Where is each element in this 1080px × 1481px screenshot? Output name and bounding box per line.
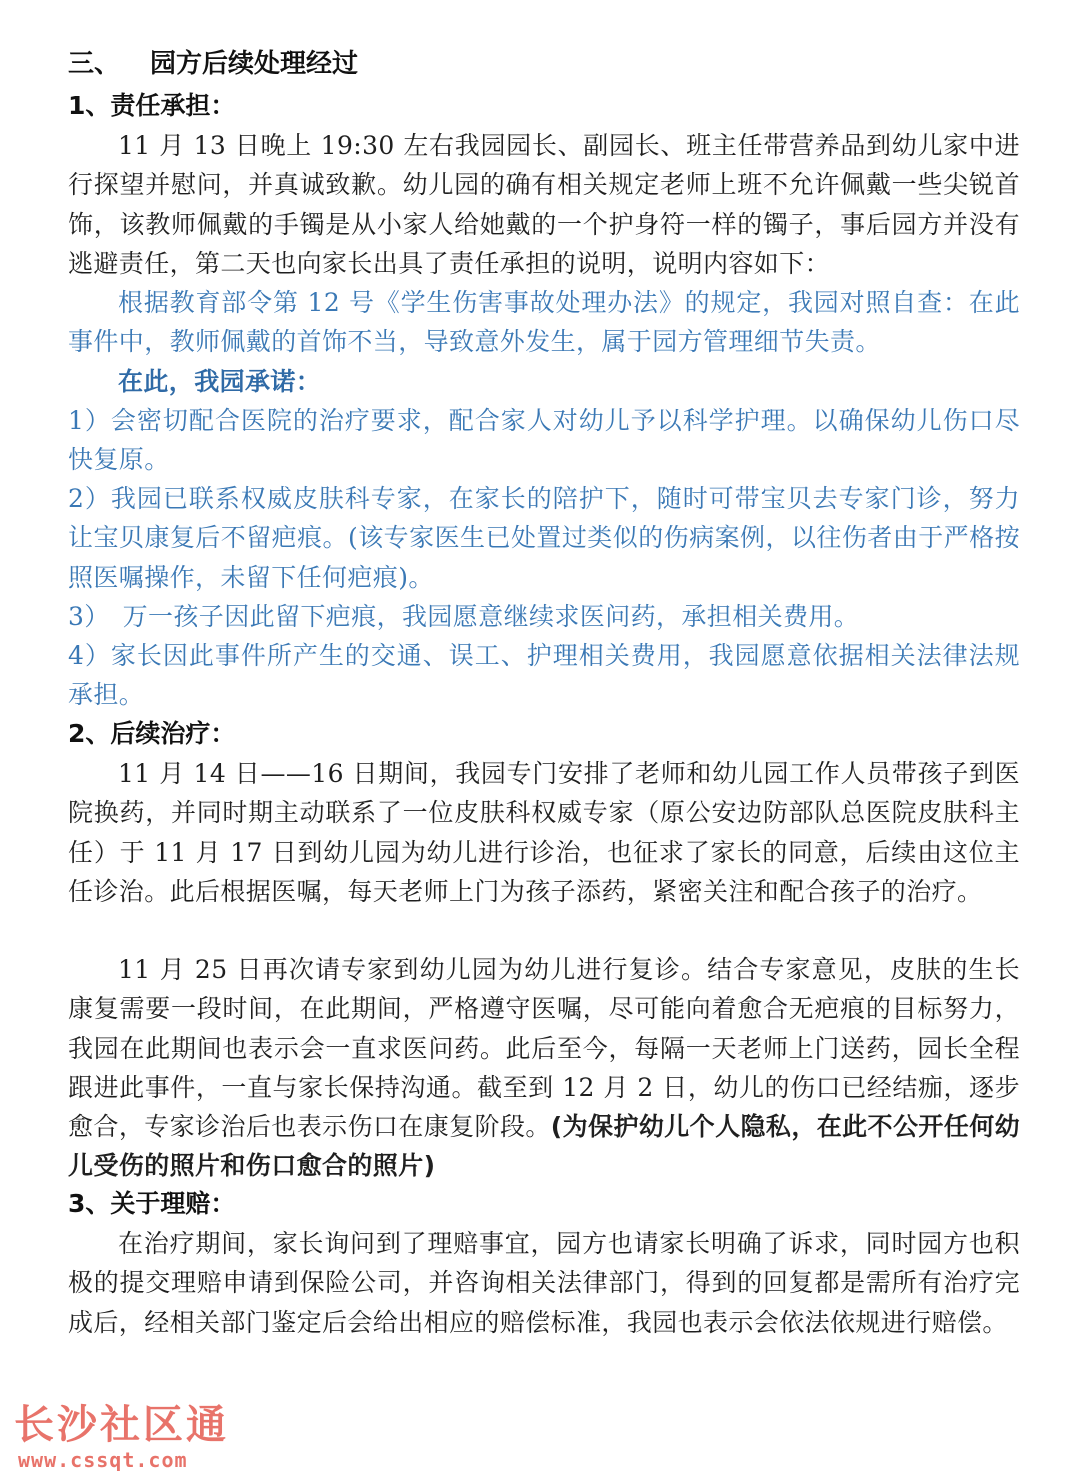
- promise-item-1: 1）会密切配合医院的治疗要求，配合家人对幼儿予以科学护理。以确保幼儿伤口尽快复原。: [68, 406, 1020, 475]
- paragraph-treatment-1: 11 月 14 日——16 日期间，我园专门安排了老师和幼儿园工作人员带孩子到医院换药，并同时期主动联系了一位皮肤科权威专家（原公安边防部队总医院皮肤科主任）于 11 月 17 日到幼儿园为幼儿进行诊治，也征求了家长的同意，后续由这位主任诊治。此后根据医嘱，每天老师上门为孩子添药，紧密关注和配合孩子的治疗。: [68, 759, 1020, 906]
- promise-item-4: 4）家长因此事件所产生的交通、误工、护理相关费用，我园愿意依据相关法律法规承担。: [68, 641, 1020, 710]
- promise-item-2: 2）我园已联系权威皮肤科专家，在家长的陪护下，随时可带宝贝去专家门诊，努力让宝贝康复后不留疤痕。(该专家医生已处置过类似的伤病案例，以往伤者由于严格按照医嘱操作，未留下任何疤痕)。: [68, 484, 1020, 592]
- paragraph-regulation: 根据教育部令第 12 号《学生伤害事故处理办法》的规定，我园对照自查：在此事件中，教师佩戴的首饰不当，导致意外发生，属于园方管理细节失责。: [68, 288, 1020, 357]
- paragraph-treatment-2: [68, 950, 1020, 1186]
- paragraph-claims: 在治疗期间，家长询问到了理赔事宜，园方也请家长明确了诉求，同时园方也积极的提交理赔申请到保险公司，并咨询相关法律部门，得到的回复都是需所有治疗完成后，经相关部门鉴定后会给出相应的赔偿标准，我园也表示会依法依规进行赔偿。: [68, 1229, 1020, 1337]
- watermark-logo: 长沙社区通: [14, 1402, 229, 1448]
- section-title-text: 园方后续处理经过: [150, 49, 359, 79]
- privacy-note: (为保护幼儿个人隐私，在此不公开任何幼儿受伤的照片和伤口愈合的照片): [68, 1112, 1020, 1181]
- section-number: 三、: [68, 49, 121, 79]
- heading-claims: 3、关于理赔：: [68, 1189, 236, 1218]
- watermark-url: www.cssqt.com: [18, 1448, 188, 1472]
- promise-heading: 在此，我园承诺：: [118, 367, 322, 396]
- treatment-2-text: 11 月 25 日再次请专家到幼儿园为幼儿进行复诊。结合专家意见，皮肤的生长康复需要一段时间，在此期间，严格遵守医嘱，尽可能向着愈合无疤痕的目标努力，我园在此期间也表示会一直求医问药。此后至今，每隔一天老师上门送药，园长全程跟进此事件，一直与家长保持沟通。截至到 12 月 2 日，幼儿的伤口已经结痂，逐步愈合，专家诊治后也表示伤口在康复阶段。: [68, 955, 1020, 1142]
- section-title: [68, 44, 358, 84]
- paragraph-visit: 11 月 13 日晚上 19:30 左右我园园长、副园长、班主任带营养品到幼儿家中进行探望并慰问，并真诚致歉。幼儿园的确有相关规定老师上班不允许佩戴一些尖锐首饰，该教师佩戴的手镯是从小家人给她戴的一个护身符一样的镯子，事后园方并没有逃避责任，第二天也向家长出具了责任承担的说明，说明内容如下：: [68, 131, 1020, 278]
- heading-responsibility: 1、责任承担：: [68, 91, 236, 120]
- heading-treatment: 2、后续治疗：: [68, 719, 236, 748]
- promise-item-3: 3） 万一孩子因此留下疤痕，我园愿意继续求医问药，承担相关费用。: [68, 602, 860, 631]
